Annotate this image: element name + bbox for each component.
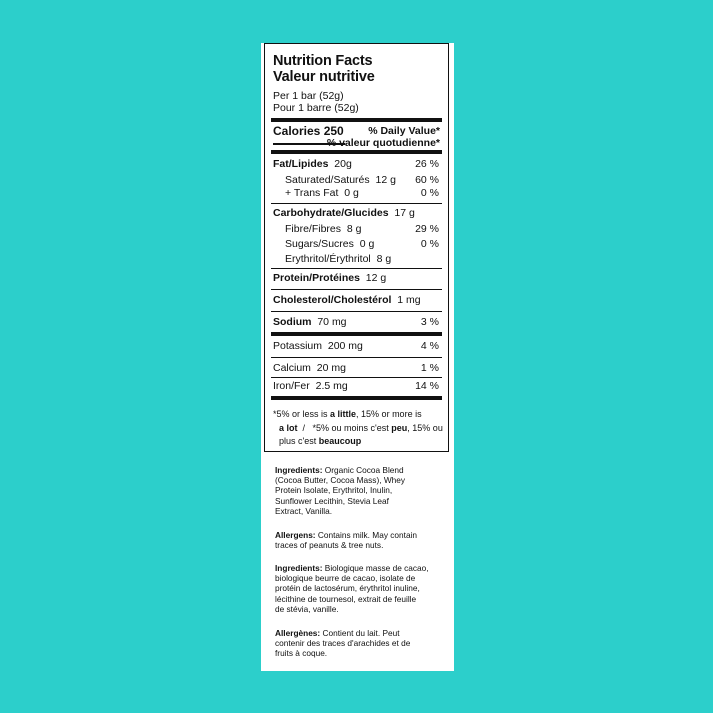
allergens-text: Contains milk. May contain bbox=[315, 530, 418, 540]
fibre-amount: 8 g bbox=[346, 223, 362, 235]
fibre-label: Fibre/Fibres bbox=[285, 223, 342, 235]
ingredients-heading: Ingredients: bbox=[275, 563, 323, 573]
title-french: Valeur nutritive bbox=[273, 69, 375, 85]
ingredients-line: Protein Isolate, Erythritol, Inulin, bbox=[275, 485, 393, 496]
potassium-amount: 200 mg bbox=[327, 340, 363, 352]
potassium-percent: 4 % bbox=[420, 340, 439, 352]
ingredients-heading: Ingredients: bbox=[275, 465, 323, 475]
divider bbox=[271, 289, 442, 290]
protein-amount: 12 g bbox=[365, 272, 387, 284]
ingredients-line: (Cocoa Butter, Cocoa Mass), Whey bbox=[275, 475, 406, 486]
saturated-label: Saturated/Saturés bbox=[285, 174, 370, 186]
trans-amount: 0 g bbox=[344, 187, 359, 199]
allergens-line bbox=[275, 530, 445, 540]
ingredients-line: lécithine de tournesol, extrait de feuille bbox=[275, 593, 417, 604]
ingredients-line: protéin de lactosérum, érythritol inuline, bbox=[275, 583, 420, 594]
nutrition-facts-table bbox=[264, 43, 449, 452]
daily-value-french: % valeur quotudienne* bbox=[326, 137, 440, 149]
cholesterol-label: Cholesterol/Cholestérol bbox=[273, 294, 392, 306]
allergens-heading: Allergens: bbox=[275, 530, 316, 540]
carbohydrate-row bbox=[273, 207, 415, 219]
carbohydrate-label: Carbohydrate/Glucides bbox=[273, 207, 389, 219]
allergens-line bbox=[275, 628, 445, 638]
title-english: Nutrition Facts bbox=[273, 53, 373, 69]
sodium-amount: 70 mg bbox=[317, 316, 347, 328]
allergens-text: Contient du lait. Peut bbox=[320, 628, 400, 638]
trans-label: + Trans Fat bbox=[285, 187, 339, 199]
footnote-emphasis: a little bbox=[330, 409, 357, 419]
footnote-emphasis: a lot bbox=[279, 423, 298, 433]
trans-percent: 0 % bbox=[420, 187, 439, 199]
footnote-text: , 15% ou bbox=[407, 423, 443, 433]
ingredients-line bbox=[275, 563, 445, 573]
allergens-line: contenir des traces d'arachides et de bbox=[275, 638, 411, 649]
footnote-line-3 bbox=[279, 435, 361, 448]
ingredients-text: Organic Cocoa Blend bbox=[322, 465, 404, 475]
iron-row bbox=[273, 380, 348, 392]
sugars-percent: 0 % bbox=[420, 238, 439, 250]
sodium-label: Sodium bbox=[273, 316, 312, 328]
nutrition-panel bbox=[261, 43, 454, 671]
allergens-line: traces of peanuts & tree nuts. bbox=[275, 540, 384, 551]
cholesterol-row bbox=[273, 294, 421, 306]
carbohydrate-amount: 17 g bbox=[394, 207, 415, 219]
fibre-percent: 29 % bbox=[415, 223, 439, 235]
iron-label: Iron/Fer bbox=[273, 380, 310, 392]
footnote-line-2 bbox=[279, 422, 443, 435]
divider bbox=[271, 118, 442, 122]
erythritol-label: Erythritol/Érythritol bbox=[285, 253, 371, 265]
trans-row bbox=[285, 187, 359, 199]
footnote-text: / *5% ou moins c'est bbox=[297, 423, 392, 433]
fat-amount: 20g bbox=[334, 158, 352, 170]
allergens-french bbox=[275, 628, 445, 659]
fibre-row bbox=[285, 223, 361, 235]
calcium-label: Calcium bbox=[273, 362, 311, 374]
ingredients-line: biologique beurre de cacao, isolate de bbox=[275, 573, 416, 584]
fat-label: Fat/Lipides bbox=[273, 158, 329, 170]
cholesterol-amount: 1 mg bbox=[397, 294, 421, 306]
calcium-percent: 1 % bbox=[420, 362, 439, 374]
sodium-percent: 3 % bbox=[420, 316, 439, 328]
saturated-row bbox=[285, 174, 396, 186]
footnote-emphasis: peu bbox=[391, 423, 408, 433]
divider bbox=[271, 396, 442, 400]
ingredients-line bbox=[275, 465, 445, 475]
potassium-label: Potassium bbox=[273, 340, 323, 352]
serving-size-french: Pour 1 barre (52g) bbox=[273, 102, 359, 114]
allergens-line: fruits à coque. bbox=[275, 648, 328, 659]
divider bbox=[271, 311, 442, 312]
sugars-row bbox=[285, 238, 374, 250]
footnote-text: plus c'est bbox=[279, 436, 319, 446]
saturated-percent: 60 % bbox=[415, 174, 439, 186]
ingredients-text: Biologique masse de cacao, bbox=[322, 563, 429, 573]
serving-size-english: Per 1 bar (52g) bbox=[273, 90, 344, 102]
calcium-row bbox=[273, 362, 346, 374]
footnote-text: , 15% or more is bbox=[356, 409, 422, 419]
allergens-heading: Allergènes: bbox=[275, 628, 321, 638]
footnote-emphasis: beaucoup bbox=[318, 436, 362, 446]
divider bbox=[271, 268, 442, 269]
sugars-amount: 0 g bbox=[359, 238, 375, 250]
sodium-row bbox=[273, 316, 347, 328]
divider bbox=[271, 377, 442, 378]
divider bbox=[271, 203, 442, 204]
ingredients-french bbox=[275, 563, 445, 614]
fat-row bbox=[273, 158, 352, 170]
protein-label: Protein/Protéines bbox=[273, 272, 360, 284]
iron-amount: 2.5 mg bbox=[315, 380, 348, 392]
divider bbox=[271, 357, 442, 358]
daily-value-english: % Daily Value* bbox=[368, 125, 440, 137]
erythritol-row bbox=[285, 253, 391, 265]
allergens-english bbox=[275, 530, 445, 550]
protein-row bbox=[273, 272, 386, 284]
calcium-amount: 20 mg bbox=[316, 362, 346, 374]
saturated-amount: 12 g bbox=[375, 174, 396, 186]
sugars-label: Sugars/Sucres bbox=[285, 238, 354, 250]
potassium-row bbox=[273, 340, 363, 352]
footnote-line-1 bbox=[273, 408, 422, 421]
footnote-text: *5% or less is bbox=[273, 409, 331, 419]
divider bbox=[271, 150, 442, 154]
fat-percent: 26 % bbox=[415, 158, 439, 170]
divider bbox=[271, 332, 442, 336]
ingredients-line: Extract, Vanilla. bbox=[275, 505, 333, 516]
ingredients-english bbox=[275, 465, 445, 516]
calories: Calories 250 bbox=[273, 124, 344, 138]
ingredients-line: de stévia, vanille. bbox=[275, 603, 339, 614]
erythritol-amount: 8 g bbox=[376, 253, 392, 265]
ingredients-line: Sunflower Lecithin, Stevia Leaf bbox=[275, 495, 389, 506]
iron-percent: 14 % bbox=[415, 380, 439, 392]
